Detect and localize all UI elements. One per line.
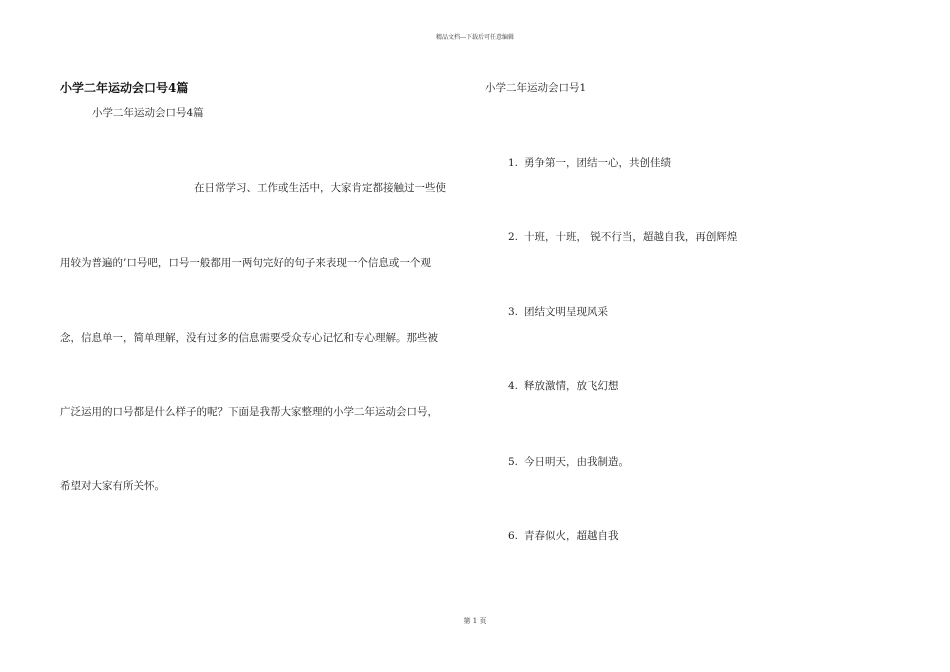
slogan-item	[508, 454, 629, 469]
section-heading: 小学二年运动会口号1	[485, 82, 587, 94]
slogan-number: 2.	[508, 231, 519, 243]
paragraph-line: 用较为普遍的’口号吧，口号一般都用一两句完好的句子来表现一个信息或一个观	[60, 257, 431, 269]
slogan-number: 1.	[508, 157, 519, 169]
slogan-item	[508, 155, 671, 170]
document-title: 小学二年运动会口号4篇	[60, 81, 189, 95]
header-note: 精品文档---下载后可任意编辑	[435, 34, 515, 41]
document-subtitle: 小学二年运动会口号4篇	[92, 107, 204, 119]
slogan-item	[508, 304, 608, 319]
slogan-text: 勇争第一，团结一心，共创佳绩	[524, 157, 671, 169]
slogan-number: 6.	[508, 530, 519, 542]
slogan-text: 团结文明呈现风采	[524, 306, 608, 318]
paragraph-line: 希望对大家有所关怀。	[60, 480, 165, 492]
slogan-number: 3.	[508, 306, 519, 318]
page-number: 第 1 页	[463, 617, 487, 625]
slogan-text: 青春似火，超越自我	[524, 530, 619, 542]
slogan-item	[508, 229, 737, 244]
slogan-text: 今日明天，由我制造。	[524, 456, 629, 468]
paragraph-line: 念，信息单一，简单理解，没有过多的信息需要受众专心记忆和专心理解。那些被	[60, 332, 438, 344]
paragraph-line: 在日常学习、工作或生活中，大家肯定都接触过一些使	[194, 182, 446, 194]
slogan-item	[508, 378, 619, 393]
slogan-number: 5.	[508, 456, 519, 468]
slogan-number: 4.	[508, 380, 519, 392]
slogan-text: 十班，十班， 锐不行当，超越自我，再创辉煌	[524, 231, 738, 243]
paragraph-line: 广泛运用的口号都是什么样子的呢？下面是我帮大家整理的小学二年运动会口号，	[60, 406, 438, 418]
slogan-item	[508, 528, 619, 543]
slogan-text: 释放激情，放飞幻想	[524, 380, 619, 392]
